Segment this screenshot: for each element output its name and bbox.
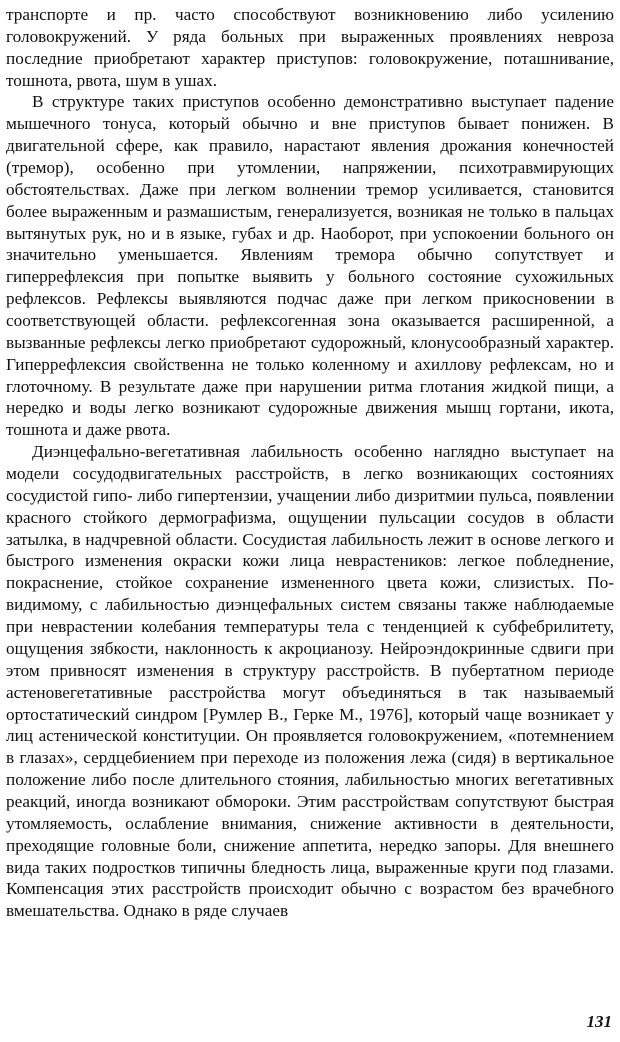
- paragraph-vegetative-lability: Диэнцефально-вегетативная лабильность особенно наглядно выступает на модели сосудодвигательных расстройств, в легко возникающих состояниях сосудистой гипо- либо гипертензии, учащении либо дизритмии пульса, появлении красного стойкого дермографизма, ощущении пульсации сосудов в области затылка, в надчревной области. Сосудистая лабильность лежит в основе легкого и быстрого изменения окраски кожи лица неврастеников: легкое побледнение, покраснение, стойкое сохранение измененного цвета кожи, слизистых. По-видимому, с лабильностью диэнцефальных систем связаны также наблюдаемые при неврастении колебания температуры тела с тенденцией к субфебрилитету, ощущения зябкости, наклонность к акроцианозу. Нейроэндокринные сдвиги при этом привносят изменения в структуру расстройств. В пубертатном периоде астеновегетативные расстройства могут объединяться в так называемый ортостатический синдром [Румлер В., Герке М., 1976], который чаще возникает у лиц астенической конституции. Он проявляется головокружением, «потемнением в глазах», сердцебиением при переходе из положения лежа (сидя) в вертикальное положение либо после длительного стояния, лабильностью многих вегетативных реакций, иногда возникают обмороки. Этим расстройствам сопутствуют быстрая утомляемость, ослабление внимания, снижение активности в деятельности, преходящие головные боли, снижение аппетита, нередко запоры. Для внешнего вида таких подростков типичны бледность лица, выраженные круги под глазами. Компенсация этих расстройств происходит обычно с возрастом без врачебного вмешательства. Однако в ряде случаев: [6, 442, 614, 921]
- page-number: 131: [586, 1012, 612, 1031]
- page-text: [6, 4, 614, 922]
- paragraph-attack-structure: В структуре таких приступов особенно демонстративно выступает падение мышечного тонуса, который обычно и вне приступов бывает понижен. В двигательной сфере, как правило, нарастают явления дрожания конечностей (тремор), особенно при утомлении, напряжении, психотравмирующих обстоятельствах. Даже при легком волнении тремор усиливается, становится более выраженным и размашистым, генерализуется, возникая не только в пальцах вытянутых рук, но и в языке, губах и др. Наоборот, при успокоении больного он значительно уменьшается. Явлениям тремора обычно сопутствует и гиперрефлексия при попытке выявить у больного состояние сухожильных рефлексов. Рефлексы выявляются подчас даже при легком прикосновении в соответствующей области. рефлексогенная зона оказывается расширенной, а вызванные рефлексы легко приобретают судорожный, клонусообразный характер. Гиперрефлексия свойственна не только коленному и ахиллову рефлексам, но и глоточному. В результате даже при нарушении ритма глотания жидкой пищи, а нередко и воды легко возникают судорожные движения мышц гортани, икота, тошнота и даже рвота.: [6, 92, 614, 440]
- paragraph-continuation: транспорте и пр. часто способствуют возникновению либо усилению головокружений. У ряда больных при выраженных проявлениях невроза последние приобретают характер приступов: головокружение, поташнивание, тошнота, рвота, шум в ушах.: [6, 5, 614, 90]
